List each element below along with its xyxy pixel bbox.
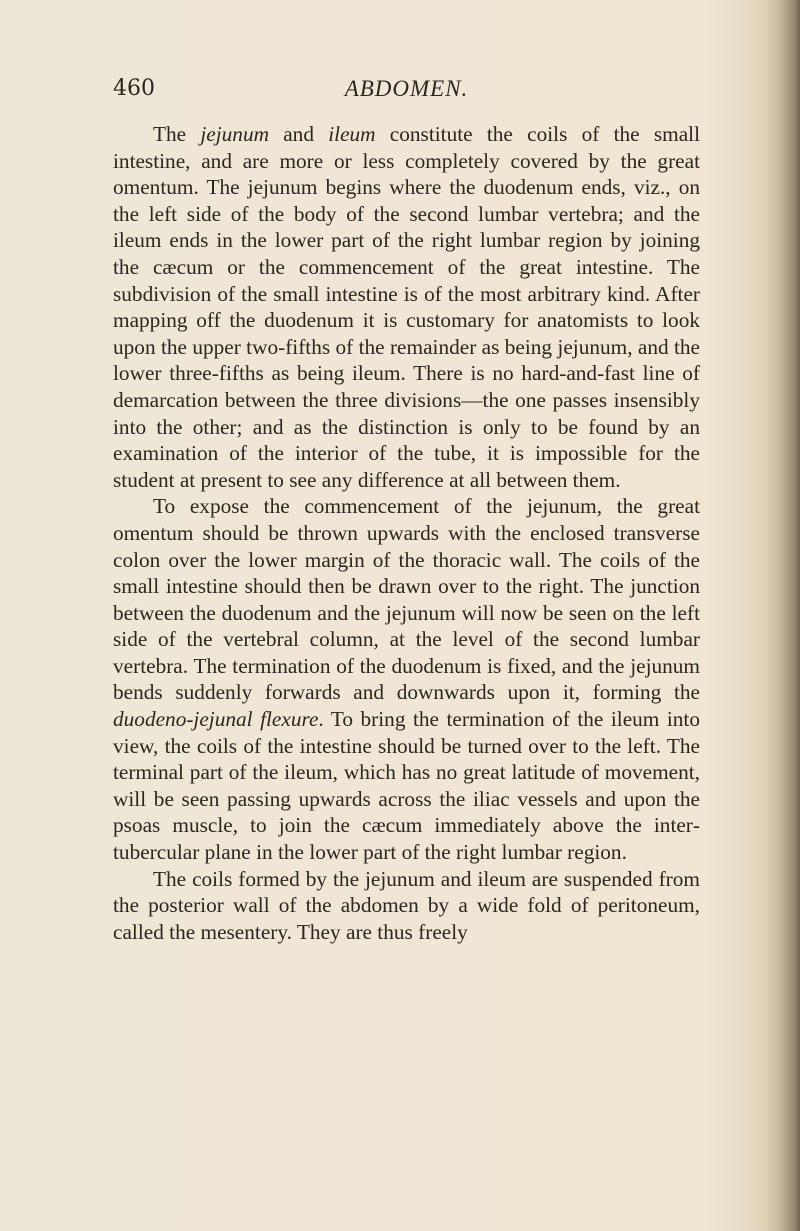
text-segment: To expose the commencement of the jejunum, the great omentum should be thrown upwards with the enclosed transverse colon over the lower margin of the thoracic wall. The coils of the small intestine should then be drawn over to the right. The junction between the duodenum and the jejunum will now be seen on the left side of the vertebral column, at the level of the second lumbar vertebra. The termination of the duodenum is fixed, and the jejunum bends suddenly forwards and downwards upon it, forming the bbox=[113, 494, 700, 705]
text-segment: and bbox=[268, 122, 329, 146]
page-header bbox=[113, 74, 700, 104]
paragraph bbox=[113, 121, 700, 493]
text-segment: constitute the coils of the small intestine, and are more or less completely covered by the great omentum. The jejunum begins where the duodenum ends, viz., on the left side of the body of the second lumbar vertebra; and the ileum ends in the lower part of the right lumbar region by joining the cæcum or the commencement of the great intestine. The subdivision of the small intestine is of the most arbitrary kind. After mapping off the duodenum it is customary for anatomists to look upon the upper two-fifths of the remainder as being jejunum, and the lower three-fifths as being ileum. There is no hard-and-fast line of demarcation between the three divisions—the one passes insensibly into the other; and as the distinction is only to be found by an examination of the interior of the tube, it is impossible for the student at present to see any difference at all between them. bbox=[113, 122, 700, 492]
running-head: ABDOMEN. bbox=[344, 76, 469, 101]
page-gutter-shadow bbox=[764, 0, 800, 1231]
term-ileum: ileum bbox=[328, 122, 376, 146]
page-number: 460 bbox=[113, 76, 155, 101]
text-segment: The coils formed by the jejunum and ileum are suspended from the posterior wall of the abdomen by a wide fold of peritoneum, called the mesentery. They are thus freely bbox=[113, 866, 700, 944]
text-segment: . To bring the termination of the ileum into view, the coils of the intestine should be turned over to the left. The terminal part of the ileum, which has no great latitude of movement, will be seen passing upwards across the iliac vessels and upon the psoas muscle, to join the cæcum immediately above the intertubercular plane in the lower part of the right lumbar region. bbox=[113, 707, 700, 865]
paragraph bbox=[113, 866, 700, 946]
term-duodeno-jejunal-flexure: duodeno-jejunal flexure bbox=[113, 707, 319, 732]
text-segment: The bbox=[153, 122, 201, 146]
term-jejunum: jejunum bbox=[200, 122, 269, 146]
body-text bbox=[113, 121, 700, 945]
paragraph bbox=[113, 493, 700, 865]
